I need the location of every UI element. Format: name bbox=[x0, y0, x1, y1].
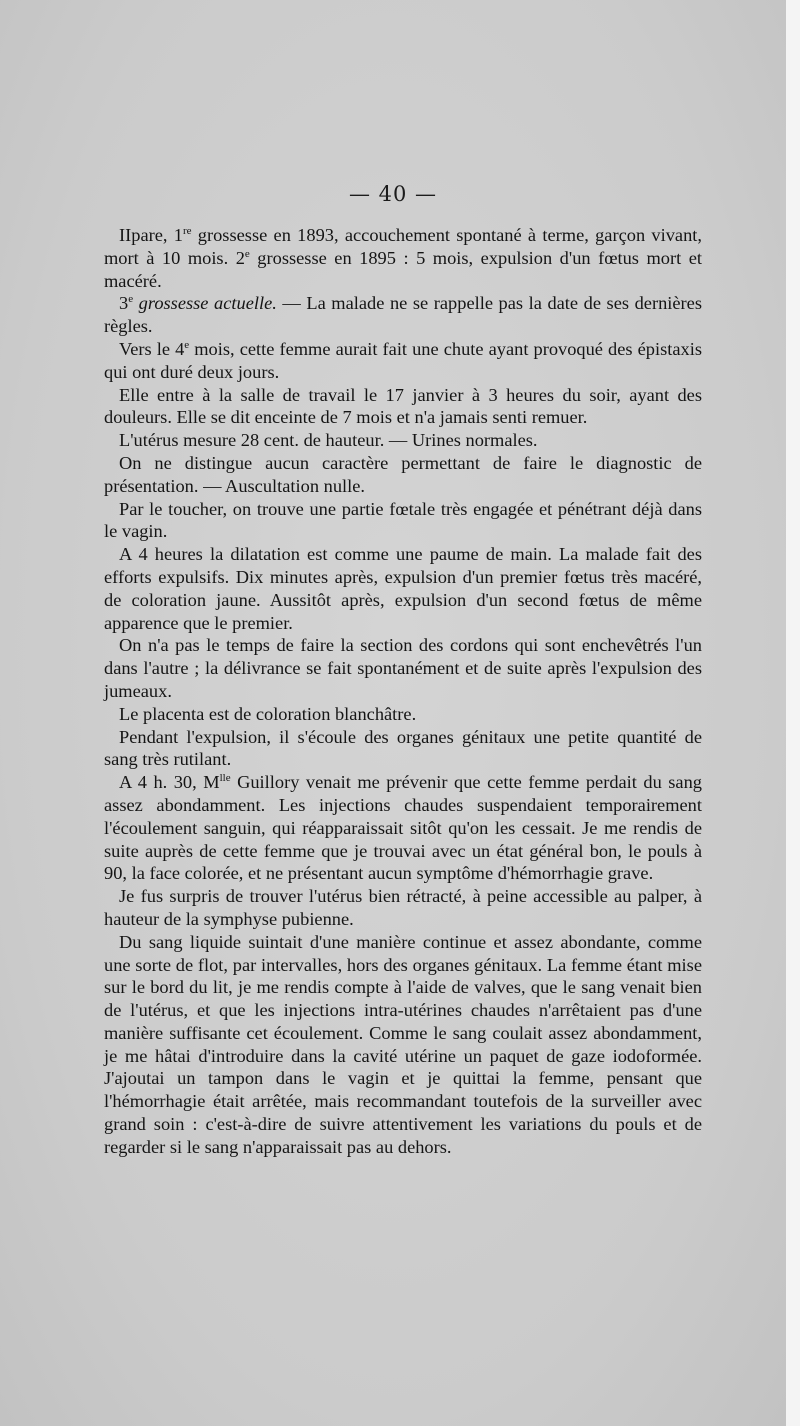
body-text bbox=[104, 224, 702, 1159]
paragraph: IIpare, 1re grossesse en 1893, accouchement spontané à terme, garçon vivant, mort à 10 mois. 2e grossesse en 1895 : 5 mois, expulsion d'un fœtus mort et macéré. bbox=[104, 224, 702, 291]
paragraph: 3e grossesse actuelle. — La malade ne se rappelle pas la date de ses dernières règles. bbox=[104, 293, 702, 337]
page-edge bbox=[786, 0, 800, 1426]
paragraph: Par le toucher, on trouve une partie fœtale très engagée et pénétrant déjà dans le vagin. bbox=[104, 498, 702, 542]
paragraph: A 4 heures la dilatation est comme une paume de main. La malade fait des efforts expulsifs. Dix minutes après, expulsion d'un premier fœtus très macéré, de coloration jaune. Aussitôt après, expulsion d'un second fœtus de même apparence que le premier. bbox=[104, 544, 702, 633]
paragraph: Je fus surpris de trouver l'utérus bien rétracté, à peine accessible au palper, à hauteur de la symphyse pubienne. bbox=[104, 886, 702, 929]
paragraph: Du sang liquide suintait d'une manière continue et assez abondante, comme une sorte de flot, par intervalles, hors des organes génitaux. La femme étant mise sur le bord du lit, je me rendis compte à l'aide de valves, que le sang venait bien de l'utérus, et que les injections intra-utérines chaudes n'arrêtaient pas d'une manière suffisante cet écoulement. Comme le sang coulait assez abondamment, je me hâtai d'introduire dans la cavité utérine un paquet de gaze iodoformée. J'ajoutai un tampon dans le vagin et je quittai la femme, pensant que l'hémorrhagie était arrêtée, mais recommandant toutefois de la surveiller avec grand soin : c'est-à-dire de suivre attentivement les variations du pouls et de regarder si le sang n'apparaissait pas au dehors. bbox=[104, 931, 702, 1157]
paragraph: On ne distingue aucun caractère permettant de faire le diagnostic de présentation. — Auscultation nulle. bbox=[104, 452, 702, 496]
paragraph: A 4 h. 30, $M^{lle}$ Guillory venait me prévenir que cette femme perdait du sang assez abondamment. Les injections chaudes suspendaient temporairement l'écoulement sanguin, qui réapparaissait sitôt qu'on les cessait. Je me rendis de suite auprès de cette femme que je trouvai avec un état général bon, le pouls à 90, la face colorée, et ne présentant aucun symptôme d'hémorrhagie grave. bbox=[104, 772, 702, 884]
paragraph: On n'a pas le temps de faire la section des cordons qui sont enchevêtrés l'un dans l'autre ; la délivrance se fait spontanément et de suite après l'expulsion des jumeaux. bbox=[104, 635, 702, 701]
paragraph: Elle entre à la salle de travail le 17 janvier à 3 heures du soir, ayant des douleurs. Elle se dit enceinte de 7 mois et n'a jamais senti remuer. bbox=[104, 384, 702, 428]
paragraph: Vers le 4e mois, cette femme aurait fait une chute ayant provoqué des épistaxis qui ont duré deux jours. bbox=[104, 338, 702, 382]
paragraph: Pendant l'expulsion, il s'écoule des organes génitaux une petite quantité de sang très rutilant. bbox=[104, 726, 702, 770]
page-number: — 40 — bbox=[348, 182, 438, 206]
paragraph: Le placenta est de coloration blanchâtre. bbox=[119, 703, 417, 724]
paragraph: L'utérus mesure 28 cent. de hauteur. — Urines normales. bbox=[119, 430, 538, 451]
